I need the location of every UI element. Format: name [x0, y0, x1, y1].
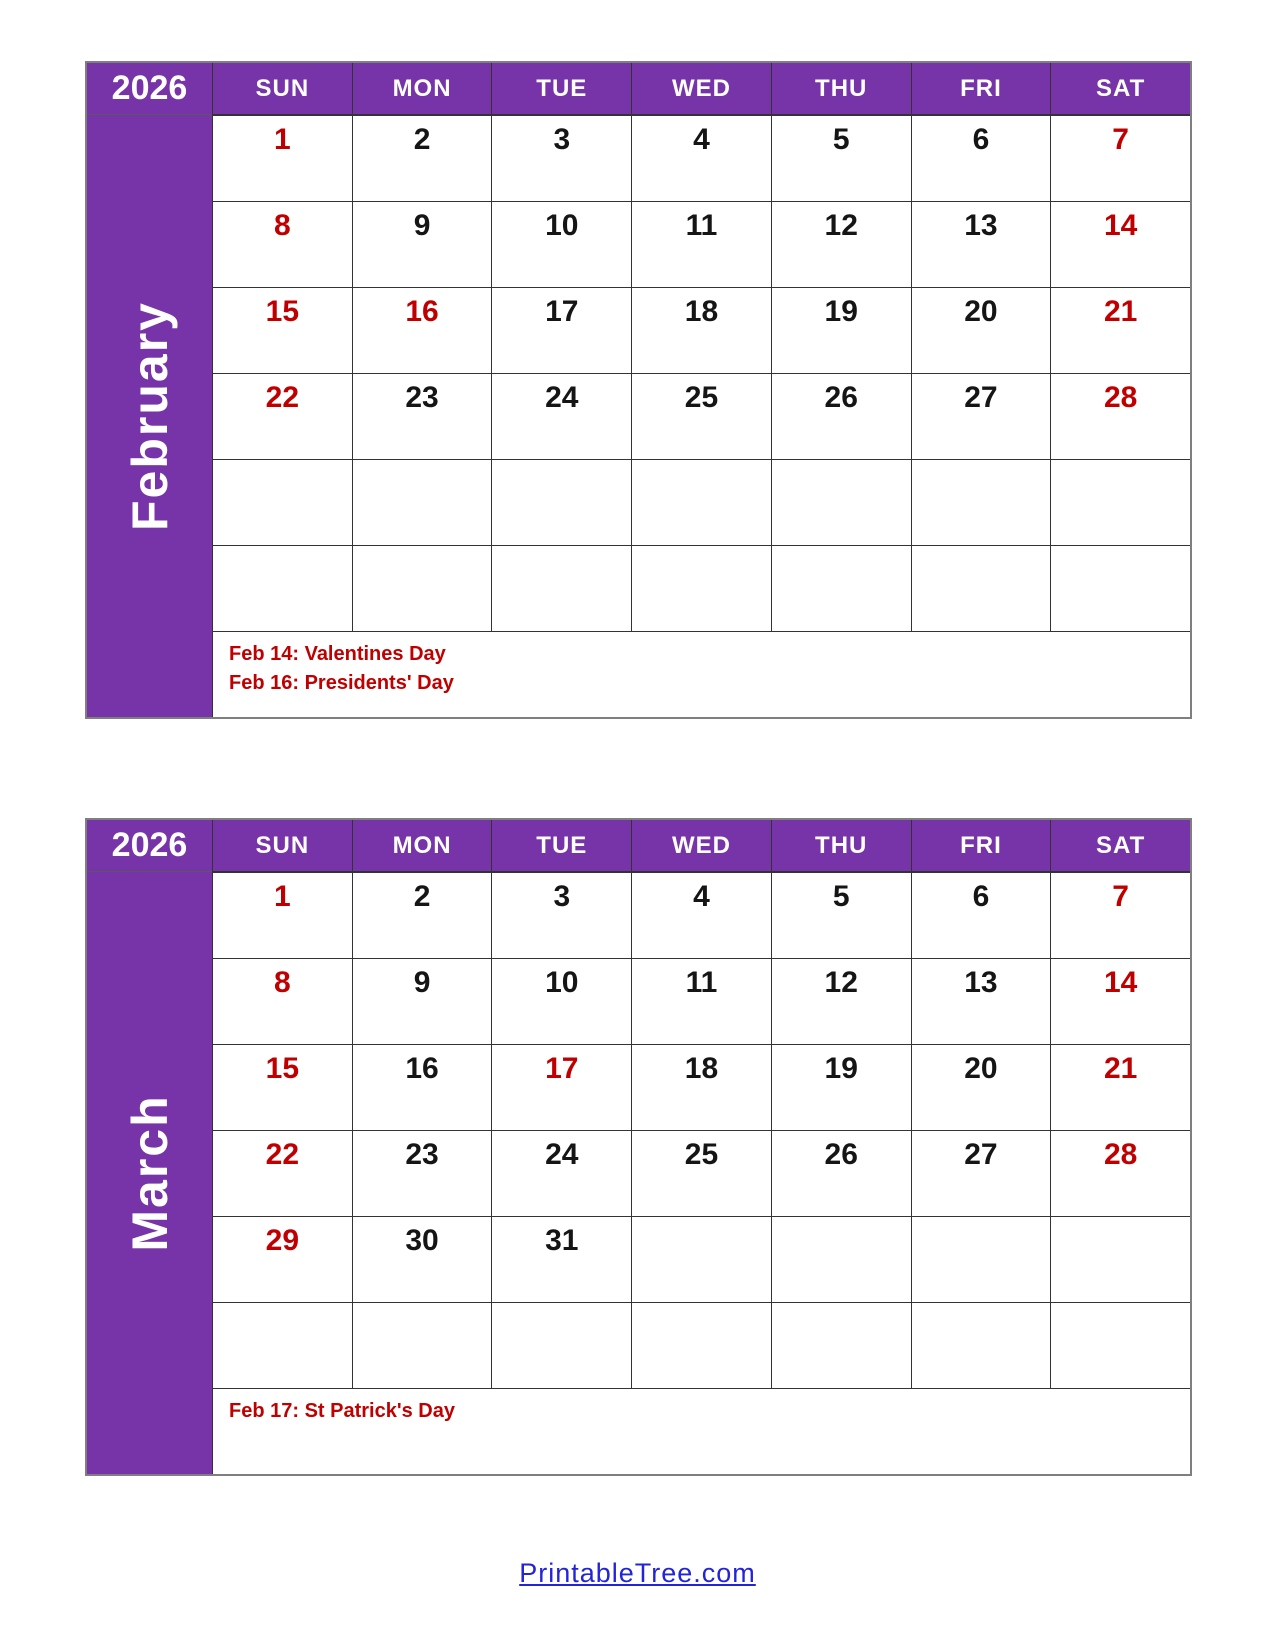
date-cell	[352, 1302, 492, 1388]
date-cell: 25	[631, 373, 771, 459]
weekday-header-sat: SAT	[1050, 820, 1190, 872]
year-cell	[87, 63, 212, 115]
date-cell: 18	[631, 287, 771, 373]
date-cell: 17	[491, 1044, 631, 1130]
date-cell: 11	[631, 958, 771, 1044]
date-cell: 24	[491, 1130, 631, 1216]
holiday-note: Feb 17: St Patrick's Day	[229, 1400, 455, 1422]
date-cell: 19	[771, 1044, 911, 1130]
date-cell: 6	[911, 872, 1051, 958]
date-cell	[352, 459, 492, 545]
date-cell: 21	[1050, 287, 1190, 373]
date-cell: 2	[352, 872, 492, 958]
weekday-header-wed: WED	[631, 63, 771, 115]
date-cell: 16	[352, 287, 492, 373]
date-cell: 27	[911, 373, 1051, 459]
date-cell: 10	[491, 201, 631, 287]
holiday-note: Feb 16: Presidents' Day	[229, 672, 454, 694]
date-cell: 11	[631, 201, 771, 287]
date-cell: 15	[212, 1044, 352, 1130]
holiday-note: Feb 14: Valentines Day	[229, 643, 446, 665]
date-cell: 1	[212, 872, 352, 958]
date-cell: 12	[771, 958, 911, 1044]
date-cell: 26	[771, 373, 911, 459]
date-cell	[631, 1302, 771, 1388]
date-cell	[911, 1216, 1051, 1302]
date-cell	[771, 459, 911, 545]
date-cell: 12	[771, 201, 911, 287]
date-cell: 13	[911, 958, 1051, 1044]
date-cell: 4	[631, 115, 771, 201]
weekday-header-fri: FRI	[911, 820, 1051, 872]
date-cell: 24	[491, 373, 631, 459]
month-label: February	[121, 301, 178, 531]
date-cell: 13	[911, 201, 1051, 287]
date-cell	[352, 545, 492, 631]
date-cell: 22	[212, 1130, 352, 1216]
date-cell: 9	[352, 958, 492, 1044]
weekday-header-sun: SUN	[212, 63, 352, 115]
date-cell	[491, 1302, 631, 1388]
date-cell: 16	[352, 1044, 492, 1130]
date-cell: 5	[771, 115, 911, 201]
date-cell: 3	[491, 872, 631, 958]
date-cell: 3	[491, 115, 631, 201]
date-cell	[771, 545, 911, 631]
date-cell: 5	[771, 872, 911, 958]
date-cell: 20	[911, 1044, 1051, 1130]
date-cell: 6	[911, 115, 1051, 201]
date-cell	[1050, 545, 1190, 631]
date-cell: 1	[212, 115, 352, 201]
date-cell: 8	[212, 958, 352, 1044]
date-cell: 8	[212, 201, 352, 287]
weekday-header-wed: WED	[631, 820, 771, 872]
date-cell: 14	[1050, 958, 1190, 1044]
date-cell: 27	[911, 1130, 1051, 1216]
date-cell: 25	[631, 1130, 771, 1216]
date-cell: 15	[212, 287, 352, 373]
date-cell	[491, 459, 631, 545]
footer	[0, 1558, 1275, 1589]
date-cell: 28	[1050, 1130, 1190, 1216]
date-cell: 2	[352, 115, 492, 201]
date-cell: 31	[491, 1216, 631, 1302]
date-cell: 28	[1050, 373, 1190, 459]
date-cell: 19	[771, 287, 911, 373]
date-cell: 20	[911, 287, 1051, 373]
date-cell: 23	[352, 1130, 492, 1216]
weekday-header-sun: SUN	[212, 820, 352, 872]
printabletree-link[interactable]: PrintableTree.com	[519, 1558, 756, 1588]
calendar-march	[85, 818, 1192, 1476]
date-cell	[631, 545, 771, 631]
date-cell	[911, 545, 1051, 631]
weekday-header-thu: THU	[771, 820, 911, 872]
date-cell	[212, 459, 352, 545]
date-cell: 18	[631, 1044, 771, 1130]
weekday-header-fri: FRI	[911, 63, 1051, 115]
date-cell	[771, 1216, 911, 1302]
year-label: 2026	[111, 826, 188, 864]
weekday-header-thu: THU	[771, 63, 911, 115]
holiday-cell	[212, 1388, 1190, 1474]
date-cell	[1050, 1216, 1190, 1302]
date-cell: 17	[491, 287, 631, 373]
weekday-header-tue: TUE	[491, 63, 631, 115]
calendar-february	[85, 61, 1192, 719]
date-cell	[212, 545, 352, 631]
date-cell: 4	[631, 872, 771, 958]
date-cell	[212, 1302, 352, 1388]
date-cell: 26	[771, 1130, 911, 1216]
date-cell: 7	[1050, 115, 1190, 201]
weekday-header-mon: MON	[352, 820, 492, 872]
date-cell	[491, 545, 631, 631]
date-cell	[911, 1302, 1051, 1388]
date-cell: 22	[212, 373, 352, 459]
date-cell	[631, 459, 771, 545]
year-cell	[87, 820, 212, 872]
weekday-header-mon: MON	[352, 63, 492, 115]
date-cell: 23	[352, 373, 492, 459]
date-cell: 14	[1050, 201, 1190, 287]
date-cell	[911, 459, 1051, 545]
date-cell: 30	[352, 1216, 492, 1302]
date-cell	[631, 1216, 771, 1302]
weekday-header-tue: TUE	[491, 820, 631, 872]
year-label: 2026	[111, 69, 188, 107]
date-cell: 9	[352, 201, 492, 287]
date-cell	[771, 1302, 911, 1388]
weekday-header-sat: SAT	[1050, 63, 1190, 115]
date-cell: 29	[212, 1216, 352, 1302]
holiday-cell	[212, 631, 1190, 717]
date-cell: 7	[1050, 872, 1190, 958]
date-cell: 21	[1050, 1044, 1190, 1130]
date-cell	[1050, 1302, 1190, 1388]
date-cell: 10	[491, 958, 631, 1044]
month-label: March	[121, 1094, 178, 1252]
month-cell	[87, 872, 212, 1474]
month-cell	[87, 115, 212, 717]
date-cell	[1050, 459, 1190, 545]
